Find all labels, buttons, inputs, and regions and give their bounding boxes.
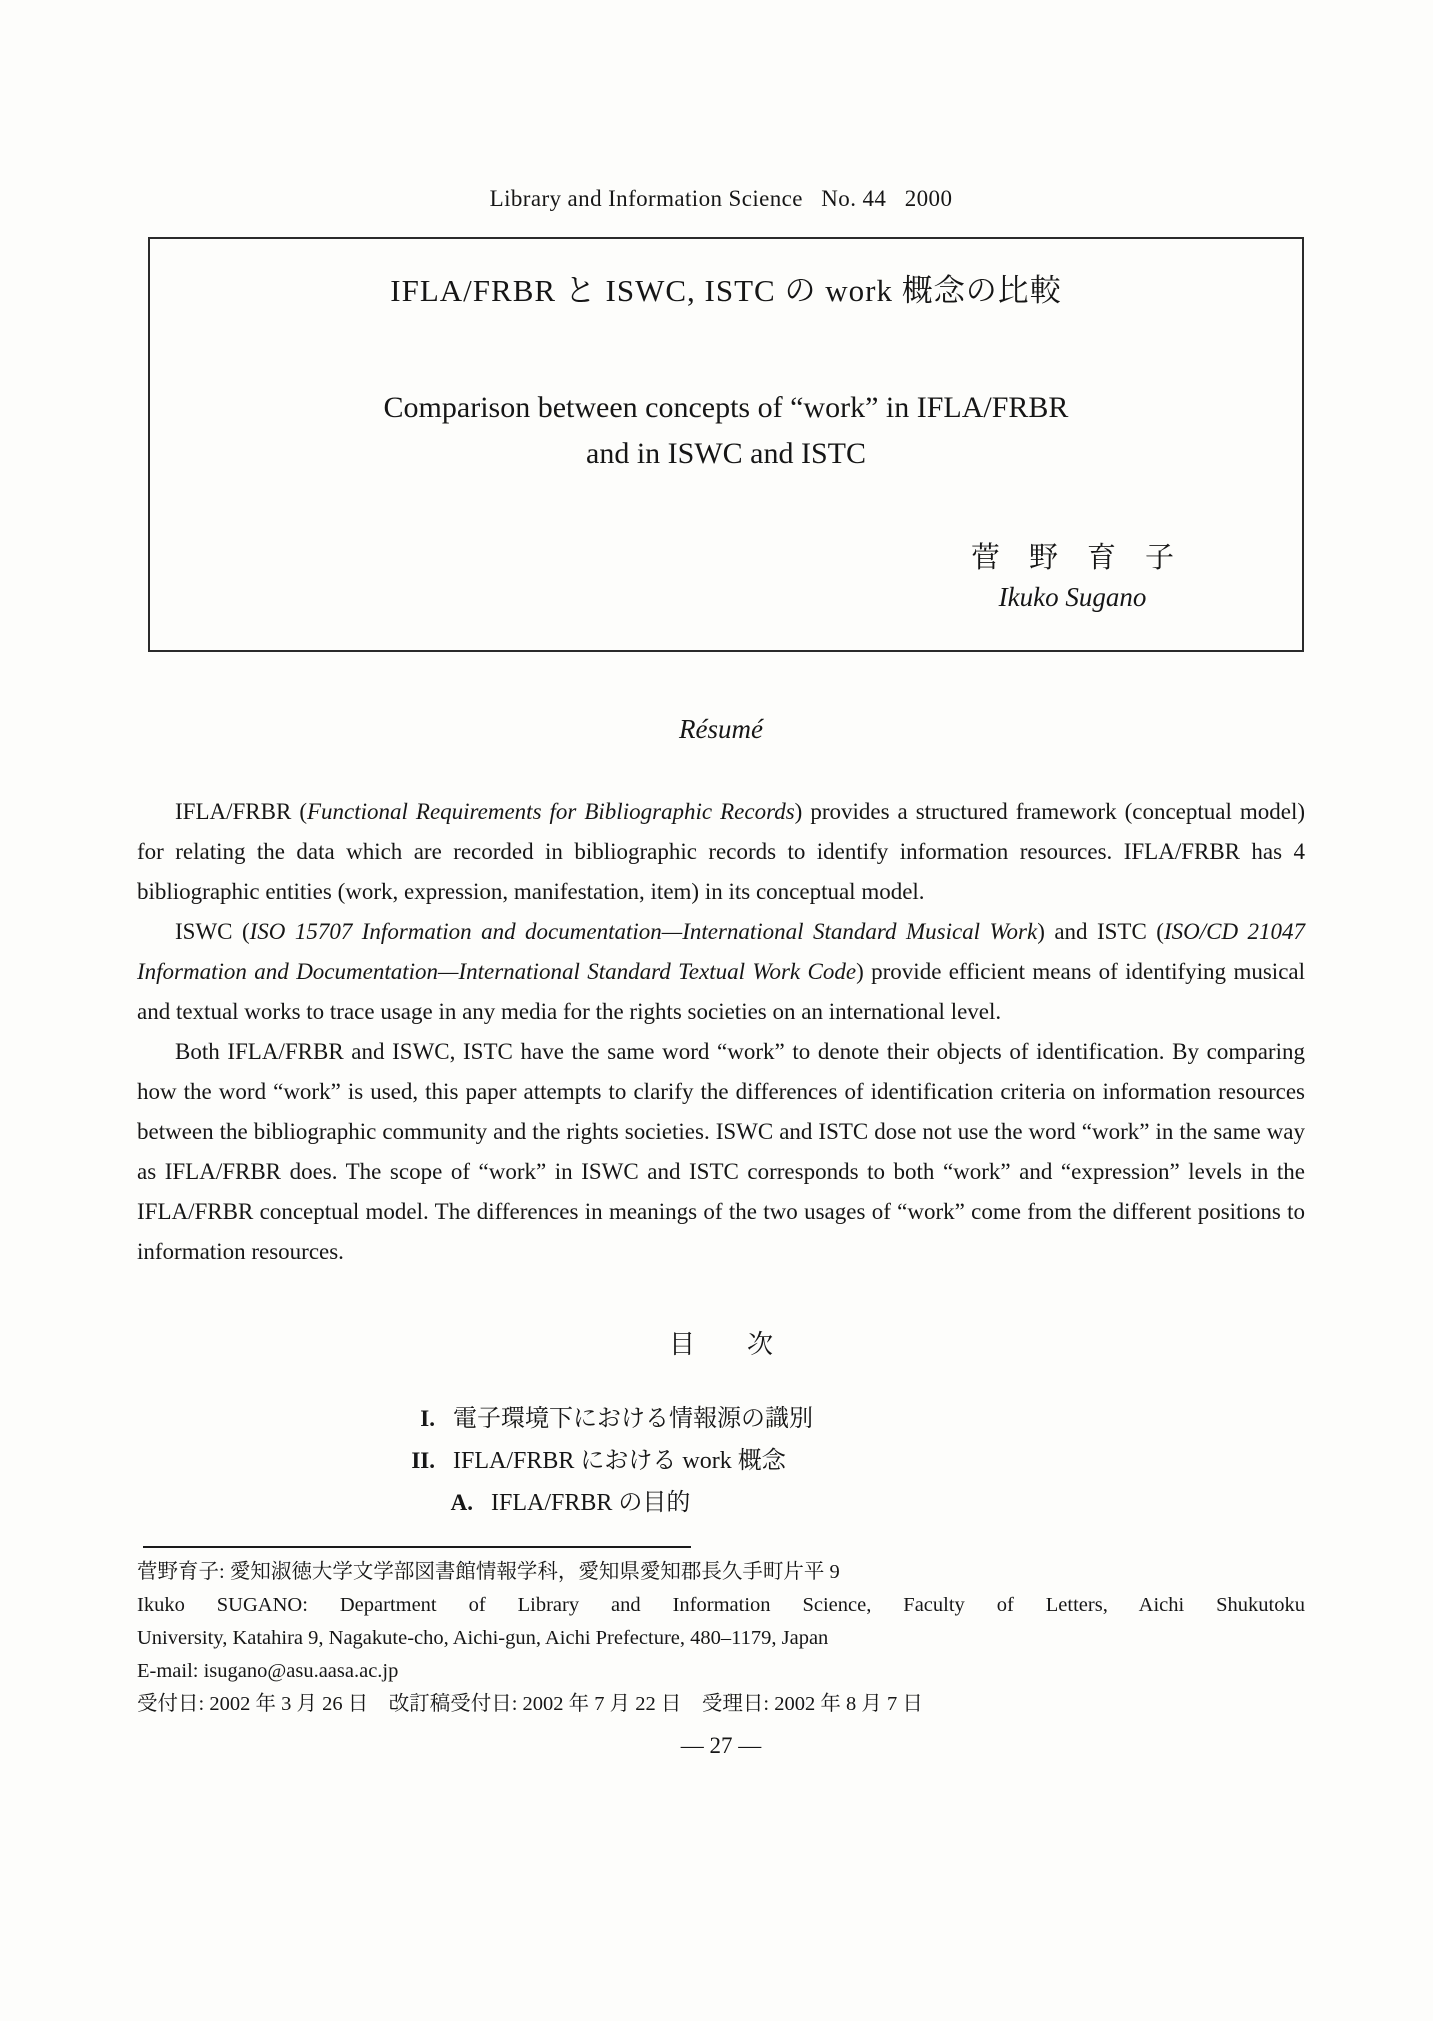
abstract-text: Both IFLA/FRBR and ISWC, ISTC have the same word “work” to denote their objects of identification. By comparing how the word “work” is used, this paper attempts to clarify the differences of identification criteria on information resources between the bibliographic community and the rights societies. ISWC and ISTC dose not use the word “work” in the same way as IFLA/FRBR does. The scope of “work” in ISWC and ISTC corresponds to both “work” and “expression” levels in the IFLA/FRBR conceptual model. The differences in meanings of the two usages of “work” come from the different positions to information resources. — [137, 1039, 1305, 1264]
abstract-paragraph — [137, 1032, 1305, 1272]
toc-item-label: IFLA/FRBR における work 概念 — [453, 1448, 786, 1474]
affiliation-english-line2: University, Katahira 9, Nagakute-cho, Aichi-gun, Aichi Prefecture, 480–1179, Japan — [137, 1627, 829, 1649]
toc-item-number: I. — [420, 1406, 435, 1431]
abstract-text: ISWC ( — [175, 919, 250, 944]
toc-list — [390, 1398, 1305, 1524]
toc-item-number: A. — [450, 1490, 473, 1515]
toc-heading: 目 次 — [668, 1330, 773, 1359]
submission-dates: 受付日: 2002 年 3 月 26 日 改訂稿受付日: 2002 年 7 月 22 日 受理日: 2002 年 8 月 7 日 — [137, 1693, 923, 1715]
resume-heading: Résumé — [679, 714, 763, 744]
abstract-text: ) provide efficient means of identifying musical and textual works to trace usage in any media for the rights societies on an international level. — [137, 959, 1305, 1024]
affiliation-japanese: 菅野育子: 愛知淑徳大学文学部図書館情報学科，愛知県愛知郡長久手町片平 9 — [137, 1561, 840, 1583]
affiliation-english-line1: Ikuko SUGANO: Department of Library and Information Science, Faculty of Letters, Aichi Shukutoku — [137, 1594, 1305, 1616]
toc-item-label: 電子環境下における情報源の識別 — [453, 1406, 813, 1432]
abstract-paragraph — [137, 792, 1305, 912]
abstract-italic-citation: Functional Requirements for Bibliographic Records — [306, 799, 795, 824]
article-title-english — [150, 385, 1302, 477]
title-box — [148, 237, 1304, 652]
page-number: — 27 — — [680, 1733, 762, 1758]
article-title-english-line2: and in ISWC and ISTC — [586, 437, 866, 470]
abstract-text: IFLA/FRBR ( — [175, 799, 307, 824]
author-name-japanese: 菅 野 育 子 — [970, 542, 1174, 574]
toc-item-1 — [390, 1398, 1305, 1440]
toc-item-number: II. — [411, 1448, 435, 1473]
toc-item-label: IFLA/FRBR の目的 — [491, 1490, 691, 1516]
abstract-italic-citation: ISO 15707 Information and documentation—International Standard Musical Work — [249, 919, 1038, 944]
abstract-text: ) and ISTC ( — [1037, 919, 1164, 944]
abstract-italic-citation: ISO/CD 21047 Information and Documentation—International Standard Textual Work Code — [137, 919, 1305, 984]
footnote-separator — [143, 1546, 691, 1548]
footnote — [137, 1556, 1305, 1721]
toc-item-2 — [390, 1440, 1305, 1482]
author-name-romanized: Ikuko Sugano — [998, 582, 1147, 612]
author-block — [150, 539, 1174, 617]
toc-item-2a — [390, 1482, 1305, 1524]
abstract — [137, 792, 1305, 1272]
email-line: E-mail: isugano@asu.aasa.ac.jp — [137, 1660, 399, 1682]
abstract-text: ) provides a structured framework (conceptual model) for relating the data which are recorded in bibliographic records to identify information resources. IFLA/FRBR has 4 bibliographic entities (work, expression, manifestation, item) in its conceptual model. — [137, 799, 1306, 904]
abstract-paragraph — [137, 912, 1305, 1032]
article-title-japanese: IFLA/FRBR と ISWC, ISTC の work 概念の比較 — [390, 273, 1062, 308]
author-names — [971, 539, 1174, 617]
article-title-english-line1: Comparison between concepts of “work” in IFLA/FRBR — [383, 391, 1069, 424]
journal-header: Library and Information Science No. 44 2000 — [489, 186, 953, 211]
